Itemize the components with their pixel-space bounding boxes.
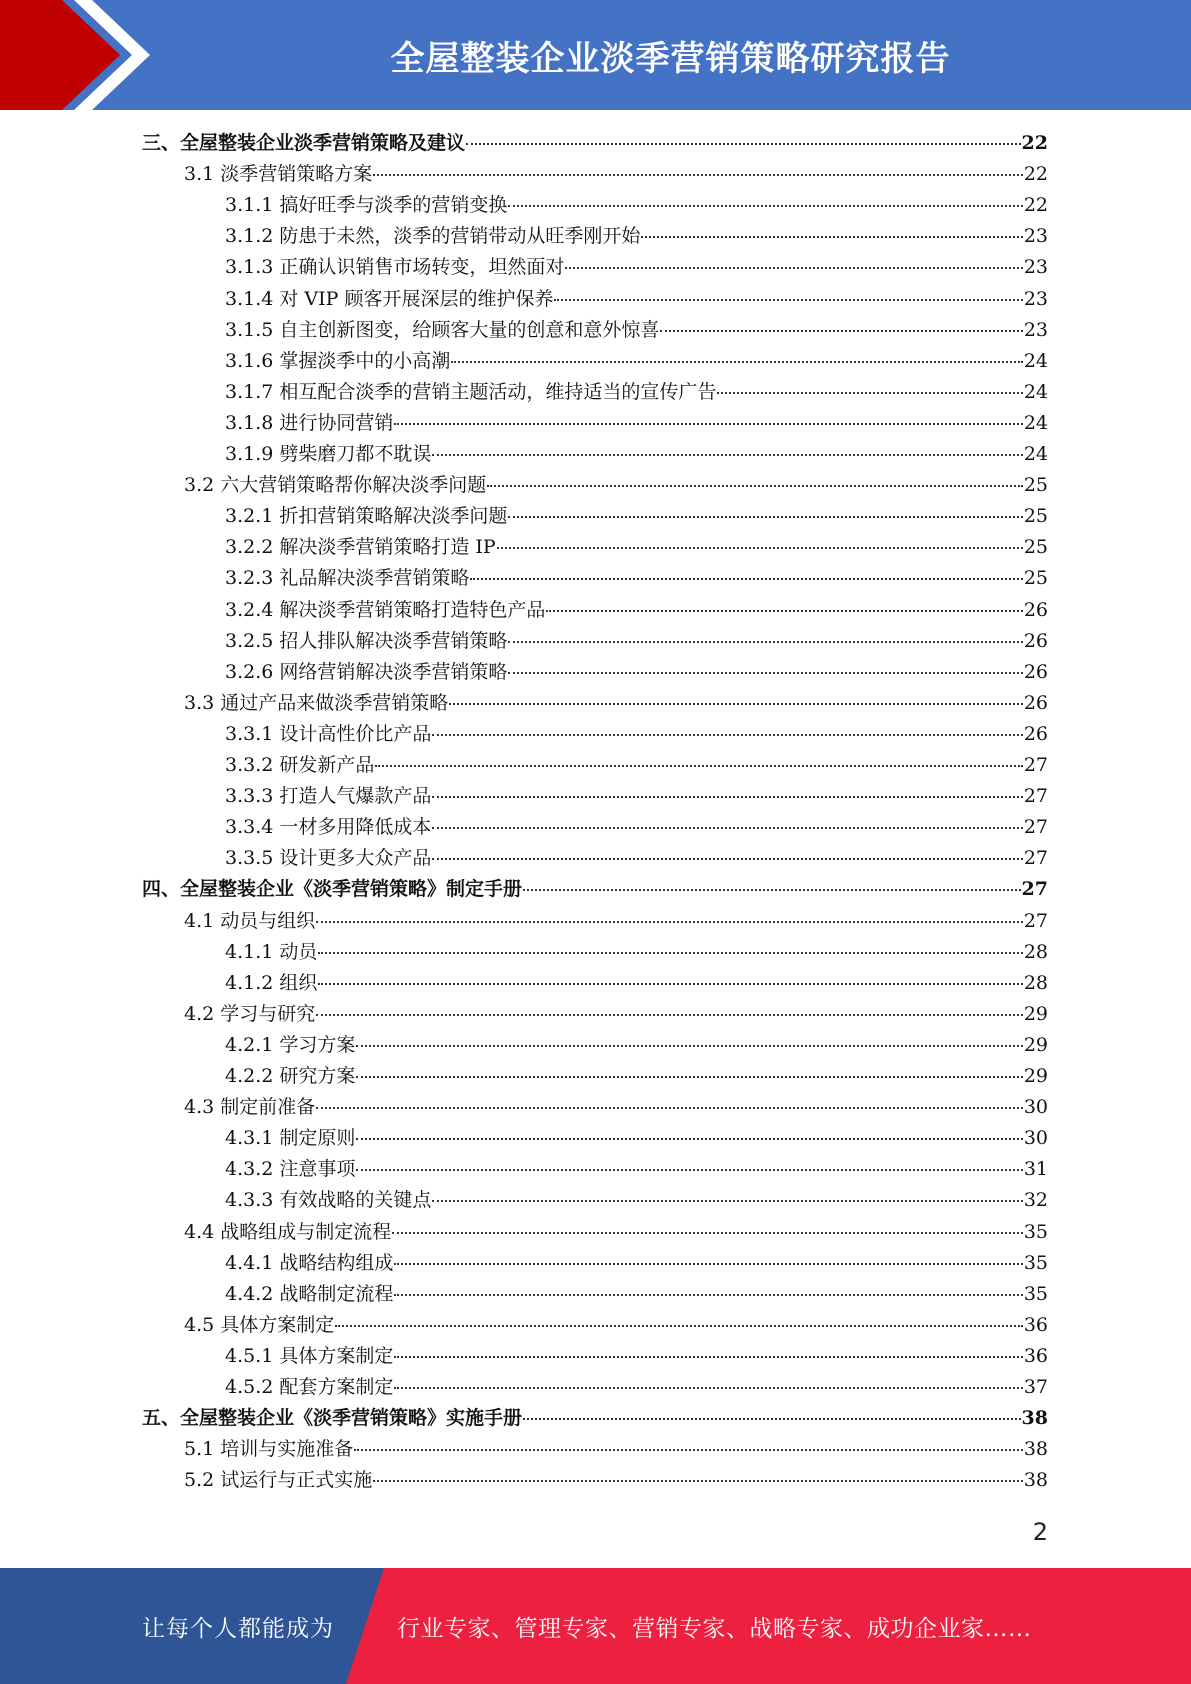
- toc-entry[interactable]: [225, 1123, 1048, 1154]
- toc-entry-page: 25: [1023, 505, 1048, 528]
- toc-entry[interactable]: [184, 999, 1048, 1030]
- toc-entry-label: 4.3.1 制定原则: [225, 1127, 356, 1150]
- toc-entry-label: 4.4 战略组成与制定流程: [184, 1220, 392, 1243]
- toc-entry[interactable]: [184, 1092, 1048, 1123]
- toc-dot-leader: [508, 672, 1022, 674]
- toc-entry-label: 5.2 试运行与正式实施: [184, 1469, 373, 1492]
- toc-entry[interactable]: [225, 812, 1048, 843]
- toc-dot-leader: [394, 1387, 1022, 1389]
- toc-entry[interactable]: [225, 1154, 1048, 1185]
- toc-dot-leader: [392, 1232, 1023, 1234]
- toc-entry[interactable]: [184, 1434, 1048, 1465]
- toc-entry-page: 28: [1023, 971, 1048, 994]
- toc-entry-label: 4.5 具体方案制定: [184, 1313, 335, 1336]
- toc-entry[interactable]: [225, 719, 1048, 750]
- toc-entry[interactable]: [142, 128, 1048, 159]
- toc-entry-label: 4.2 学习与研究: [184, 1002, 316, 1025]
- toc-entry[interactable]: [225, 750, 1048, 781]
- toc-entry-label: 4.2.2 研究方案: [225, 1065, 356, 1087]
- toc-entry-page: 26: [1023, 722, 1048, 745]
- toc-entry[interactable]: [225, 501, 1048, 532]
- toc-entry-label: 3.1.2 防患于未然，淡季的营销带动从旺季刚开始: [225, 225, 641, 248]
- toc-entry[interactable]: [225, 408, 1048, 439]
- toc-entry-page: 27: [1023, 816, 1048, 839]
- toc-entry-label: 3.1.3 正确认识销售市场转变，坦然面对: [225, 256, 565, 279]
- toc-entry-page: 30: [1023, 1127, 1048, 1150]
- toc-entry-page: 27: [1023, 754, 1048, 776]
- toc-dot-leader: [508, 516, 1022, 518]
- toc-entry-label: 5.1 培训与实施准备: [184, 1438, 354, 1461]
- toc-dot-leader: [432, 1200, 1022, 1202]
- toc-entry[interactable]: [225, 1030, 1048, 1061]
- toc-entry-page: 24: [1023, 380, 1048, 403]
- toc-dot-leader: [508, 205, 1022, 207]
- toc-entry-page: 38: [1023, 1469, 1048, 1492]
- toc-entry[interactable]: [184, 906, 1048, 937]
- toc-dot-leader: [554, 299, 1022, 301]
- toc-entry-page: 25: [1023, 536, 1048, 559]
- toc-dot-leader: [641, 236, 1022, 238]
- toc-dot-leader: [546, 610, 1022, 612]
- toc-entry[interactable]: [142, 1403, 1048, 1434]
- toc-entry[interactable]: [225, 968, 1048, 999]
- toc-dot-leader: [335, 1325, 1023, 1327]
- toc-entry-label: 3.1.7 相互配合淡季的营销主题活动，维持适当的宣传广告: [225, 380, 717, 403]
- toc-dot-leader: [717, 392, 1022, 394]
- toc-dot-leader: [508, 641, 1022, 643]
- toc-entry-page: 29: [1023, 1002, 1048, 1025]
- toc-entry-label: 五、全屋整装企业《淡季营销策略》实施手册: [142, 1407, 523, 1430]
- toc-entry[interactable]: [225, 346, 1048, 377]
- toc-entry-page: 25: [1023, 567, 1048, 590]
- toc-dot-leader: [432, 734, 1022, 736]
- toc-entry-page: 38: [1023, 1438, 1048, 1461]
- toc-entry-page: 31: [1023, 1158, 1048, 1181]
- toc-entry-page: 23: [1023, 318, 1048, 341]
- toc-entry-label: 3.1.5 自主创新图变，给顾客大量的创意和意外惊喜: [225, 318, 660, 341]
- toc-dot-leader: [318, 983, 1022, 985]
- toc-entry-page: 22: [1023, 194, 1048, 217]
- report-title: 全屋整装企业淡季营销策略研究报告: [390, 38, 951, 79]
- toc-entry-page: 26: [1023, 629, 1048, 652]
- toc-entry-label: 3.2 六大营销策略帮你解决淡季问题: [184, 474, 487, 497]
- toc-dot-leader: [316, 1014, 1023, 1016]
- page-header: [0, 0, 1191, 110]
- toc-entry[interactable]: [225, 190, 1048, 221]
- toc-entry-label: 3.3.2 研发新产品: [225, 754, 375, 776]
- toc-entry[interactable]: [225, 1279, 1048, 1310]
- toc-entry-page: 29: [1023, 1033, 1048, 1056]
- toc-entry[interactable]: [225, 595, 1048, 626]
- toc-dot-leader: [394, 1294, 1022, 1296]
- toc-entry-label: 3.3.3 打造人气爆款产品: [225, 785, 432, 808]
- toc-entry-label: 3.3 通过产品来做淡季营销策略: [184, 691, 449, 714]
- toc-entry-page: 26: [1023, 598, 1048, 621]
- toc-dot-leader: [354, 1449, 1023, 1451]
- toc-entry[interactable]: [225, 221, 1048, 252]
- toc-dot-leader: [660, 330, 1022, 332]
- toc-entry[interactable]: [225, 1185, 1048, 1216]
- page-number: 2: [1032, 1518, 1048, 1546]
- toc-entry-label: 三、全屋整装企业淡季营销策略及建议: [142, 132, 466, 154]
- toc-entry-page: 24: [1023, 411, 1048, 434]
- toc-entry-page: 23: [1023, 225, 1048, 248]
- toc-dot-leader: [356, 1045, 1022, 1047]
- toc-entry-page: 35: [1023, 1220, 1048, 1243]
- toc-dot-leader: [318, 952, 1022, 954]
- toc-dot-leader: [470, 578, 1022, 580]
- toc-entry-page: 24: [1023, 443, 1048, 465]
- toc-entry-label: 3.2.3 礼品解决淡季营销策略: [225, 567, 470, 590]
- toc-entry[interactable]: [225, 937, 1048, 968]
- toc-entry[interactable]: [225, 252, 1048, 283]
- toc-entry-label: 3.1 淡季营销策略方案: [184, 163, 373, 186]
- toc-dot-leader: [373, 1480, 1023, 1482]
- toc-entry-page: 29: [1023, 1065, 1048, 1087]
- toc-dot-leader: [316, 1107, 1023, 1109]
- toc-dot-leader: [487, 485, 1023, 487]
- toc-dot-leader: [523, 889, 1021, 891]
- toc-entry-label: 3.1.4 对 VIP 顾客开展深层的维护保养: [225, 287, 554, 310]
- toc-entry-page: 23: [1023, 256, 1048, 279]
- toc-entry[interactable]: [225, 1341, 1048, 1372]
- toc-entry-page: 35: [1023, 1251, 1048, 1274]
- toc-entry[interactable]: [225, 284, 1048, 315]
- toc-entry-label: 四、全屋整装企业《淡季营销策略》制定手册: [142, 878, 523, 901]
- toc-entry-label: 4.3.2 注意事项: [225, 1158, 356, 1181]
- toc-entry-page: 24: [1023, 349, 1048, 372]
- toc-entry[interactable]: [184, 1217, 1048, 1248]
- toc-dot-leader: [375, 765, 1022, 767]
- toc-entry-page: 25: [1023, 474, 1048, 497]
- toc-entry[interactable]: [225, 563, 1048, 594]
- toc-entry-page: 22: [1023, 163, 1048, 186]
- toc-dot-leader: [356, 1138, 1022, 1140]
- toc-dot-leader: [449, 703, 1023, 705]
- toc-entry-label: 3.1.9 劈柴磨刀都不耽误: [225, 443, 432, 465]
- toc-entry-label: 4.3 制定前准备: [184, 1096, 316, 1119]
- toc-entry-label: 3.3.5 设计更多大众产品: [225, 847, 432, 870]
- toc-entry-page: 32: [1023, 1189, 1048, 1212]
- toc-dot-leader: [565, 267, 1022, 269]
- toc-entry-label: 3.1.8 进行协同营销: [225, 411, 394, 434]
- toc-entry-label: 3.3.1 设计高性价比产品: [225, 722, 432, 745]
- toc-entry[interactable]: [225, 1372, 1048, 1403]
- page-footer: [0, 1568, 1191, 1684]
- toc-dot-leader: [394, 1356, 1022, 1358]
- toc-entry[interactable]: [225, 1061, 1048, 1092]
- toc-entry-label: 4.4.2 战略制定流程: [225, 1282, 394, 1305]
- toc-entry[interactable]: [225, 315, 1048, 346]
- toc-entry[interactable]: [184, 1465, 1048, 1496]
- toc-entry[interactable]: [184, 470, 1048, 501]
- toc-entry[interactable]: [225, 439, 1048, 470]
- toc-entry-label: 3.2.4 解决淡季营销策略打造特色产品: [225, 598, 546, 621]
- toc-entry[interactable]: [225, 626, 1048, 657]
- footer-slogan-left: 让每个人都能成为: [142, 1615, 334, 1642]
- toc-entry-label: 3.1.6 掌握淡季中的小高潮: [225, 349, 451, 372]
- toc-entry[interactable]: [225, 1248, 1048, 1279]
- toc-entry-label: 3.2.1 折扣营销策略解决淡季问题: [225, 505, 508, 528]
- toc-dot-leader: [316, 921, 1023, 923]
- toc-dot-leader: [451, 361, 1022, 363]
- toc-entry-label: 3.3.4 一材多用降低成本: [225, 816, 432, 839]
- toc-dot-leader: [356, 1169, 1022, 1171]
- toc-entry-page: 27: [1023, 785, 1048, 808]
- toc-dot-leader: [466, 143, 1021, 145]
- toc-dot-leader: [432, 796, 1022, 798]
- toc-dot-leader: [497, 547, 1023, 549]
- toc-dot-leader: [394, 1263, 1022, 1265]
- toc-entry-page: 36: [1023, 1313, 1048, 1336]
- toc-entry-page: 26: [1023, 660, 1048, 683]
- toc-entry-page: 27: [1023, 909, 1048, 932]
- toc-entry[interactable]: [225, 843, 1048, 874]
- toc-entry[interactable]: [225, 781, 1048, 812]
- toc-entry[interactable]: [184, 1310, 1048, 1341]
- toc-dot-leader: [432, 454, 1022, 456]
- toc-entry-label: 3.1.1 搞好旺季与淡季的营销变换: [225, 194, 508, 217]
- toc-entry[interactable]: [184, 159, 1048, 190]
- toc-entry[interactable]: [225, 377, 1048, 408]
- toc-entry-label: 4.1.1 动员: [225, 940, 318, 963]
- toc-dot-leader: [432, 858, 1022, 860]
- toc-entry-label: 4.3.3 有效战略的关键点: [225, 1189, 432, 1212]
- toc-entry[interactable]: [225, 657, 1048, 688]
- toc-entry-page: 26: [1023, 691, 1048, 714]
- toc-dot-leader: [394, 423, 1022, 425]
- toc-entry-page: 36: [1023, 1344, 1048, 1367]
- toc-dot-leader: [373, 174, 1023, 176]
- toc-entry-label: 3.2.2 解决淡季营销策略打造 IP: [225, 536, 496, 559]
- toc-entry-page: 35: [1023, 1282, 1048, 1305]
- toc-entry-page: 38: [1021, 1407, 1048, 1430]
- toc-entry-page: 37: [1023, 1376, 1048, 1398]
- toc-dot-leader: [523, 1418, 1021, 1420]
- toc-entry[interactable]: [225, 532, 1048, 563]
- toc-entry-page: 30: [1023, 1096, 1048, 1119]
- toc-entry-label: 4.2.1 学习方案: [225, 1033, 356, 1056]
- toc-entry-page: 27: [1021, 878, 1048, 901]
- toc-dot-leader: [432, 827, 1022, 829]
- toc-entry-label: 4.4.1 战略结构组成: [225, 1251, 394, 1274]
- footer-slogan-right: 行业专家、管理专家、营销专家、战略专家、成功企业家……: [397, 1615, 1032, 1642]
- toc-entry-page: 22: [1021, 132, 1048, 154]
- toc-entry-page: 23: [1023, 287, 1048, 310]
- toc-entry-label: 3.2.5 招人排队解决淡季营销策略: [225, 629, 508, 652]
- toc-entry-label: 4.5.1 具体方案制定: [225, 1344, 394, 1367]
- toc-dot-leader: [356, 1076, 1022, 1078]
- toc-entry-label: 3.2.6 网络营销解决淡季营销策略: [225, 660, 508, 683]
- toc-entry[interactable]: [142, 874, 1048, 905]
- toc-entry-label: 4.1.2 组织: [225, 971, 318, 994]
- toc-entry-page: 27: [1023, 847, 1048, 870]
- toc-entry-label: 4.5.2 配套方案制定: [225, 1376, 394, 1398]
- toc-entry-label: 4.1 动员与组织: [184, 909, 316, 932]
- toc-entry[interactable]: [184, 688, 1048, 719]
- toc-entry-page: 28: [1023, 940, 1048, 963]
